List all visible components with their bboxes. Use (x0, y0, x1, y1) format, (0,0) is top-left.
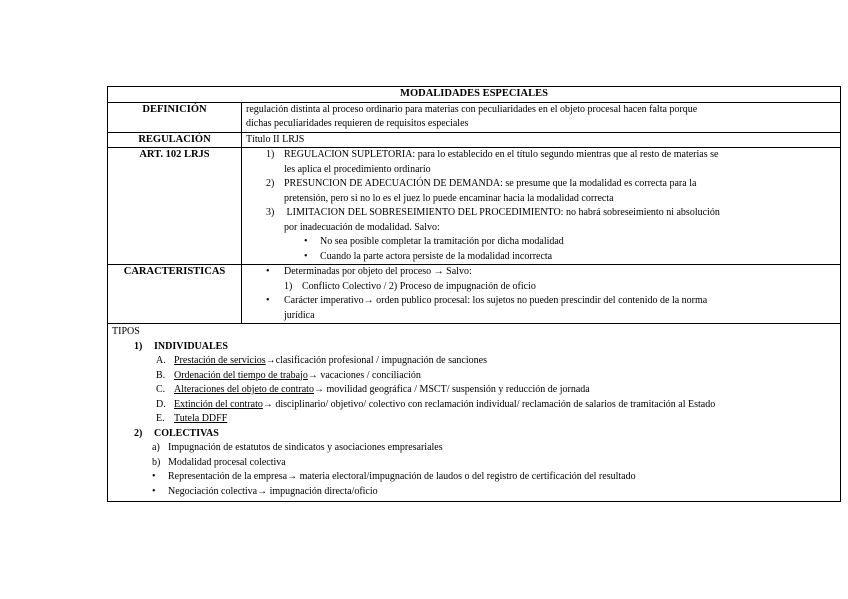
art102-row (108, 148, 841, 265)
list-item: 1) REGULACION SUPLETORIA: para lo establecido en el título segundo mientras que al resto de materias se les aplica el procedimiento ordinario (266, 149, 719, 175)
bullet-icon: • (152, 471, 156, 482)
table-title: MODALIDADES ESPECIALES (108, 87, 841, 103)
bullet-icon: • (266, 295, 270, 306)
tipos-row (108, 324, 841, 502)
bullet-icon: • (304, 250, 308, 262)
list-item: C. Alteraciones del objeto de contrato→ movilidad geográfica / MSCT/ suspensión y reducción de jornada (156, 384, 590, 395)
individuales-heading: 1) INDIVIDUALES (134, 340, 228, 352)
colectivas-list (112, 441, 836, 470)
list-item: b) Modalidad procesal colectiva (152, 456, 286, 468)
colectivas-heading: 2) COLECTIVAS (134, 427, 219, 439)
list-item: a) Impugnación de estatutos de sindicatos y asociaciones empresariales (152, 442, 443, 453)
list-item: • Representación de la empresa→ materia electoral/impugnación de laudos o del registro de certificación del resultado (112, 470, 836, 485)
caracteristicas-label: CARACTERISTICAS (108, 265, 242, 324)
salvo-list (246, 235, 836, 264)
individuales-list (112, 354, 836, 427)
regulacion-row (108, 132, 841, 148)
tipos-content (108, 324, 841, 502)
bullet-icon: • (152, 485, 156, 497)
list-item: D. Extinción del contrato→ disciplinario/ objetivo/ colectivo con reclamación individual/ reclamación de salarios de tramitación al Estado (156, 398, 716, 410)
art102-content (242, 148, 841, 265)
definicion-row (108, 102, 841, 132)
list-item: • No sea posible completar la tramitación por dicha modalidad (246, 235, 836, 250)
title-row (108, 87, 841, 103)
list-item: • Carácter imperativo→ orden publico procesal: los sujetos no pueden prescindir del contenido de la norma jurídica (266, 295, 708, 321)
bullet-icon: • (304, 236, 308, 247)
colectivas-bullets (112, 470, 836, 499)
bullet-icon: • (266, 266, 270, 277)
art102-label: ART. 102 LRJS (108, 148, 242, 265)
definicion-label: DEFINICIÓN (108, 102, 242, 132)
list-item: 2) PRESUNCION DE ADECUACIÓN DE DEMANDA: se presume que la modalidad es correcta para la pretensión, pero si no lo es el juez lo puede encaminar hacia la modalidad correcta (266, 178, 697, 204)
caracteristicas-content (242, 265, 841, 324)
list-item: E. Tutela DDFF (156, 413, 228, 424)
list-item: B. Ordenación del tiempo de trabajo→ vacaciones / conciliación (156, 369, 421, 381)
definicion-text: regulación distinta al proceso ordinario para materias con peculiaridades en el objeto procesal hacen falta porque dichas peculiaridades requieren de requisitos especiales (242, 102, 841, 132)
modalidades-table (107, 86, 841, 502)
art102-list (246, 148, 836, 235)
list-item: • Negociación colectiva→ impugnación directa/oficio (112, 485, 836, 500)
tipos-label: TIPOS (112, 326, 140, 337)
list-item: A. Prestación de servicios→clasificación profesional / impugnación de sanciones (156, 355, 487, 366)
list-item: • Cuando la parte actora persiste de la modalidad incorrecta (246, 250, 836, 265)
caracteristicas-row (108, 265, 841, 324)
list-item: 3) LIMITACION DEL SOBRESEIMIENTO DEL PROCEDIMIENTO: no habrá sobreseimiento ni absolución por inadecuación de modalidad. Salvo: (266, 207, 720, 233)
regulacion-text: Título II LRJS (242, 132, 841, 148)
document-page (107, 86, 841, 502)
regulacion-label: REGULACIÓN (108, 132, 242, 148)
list-item: • Determinadas por objeto del proceso → Salvo: (246, 265, 836, 280)
list-item: 1) Conflicto Colectivo / 2) Proceso de impugnación de oficio (284, 280, 536, 292)
